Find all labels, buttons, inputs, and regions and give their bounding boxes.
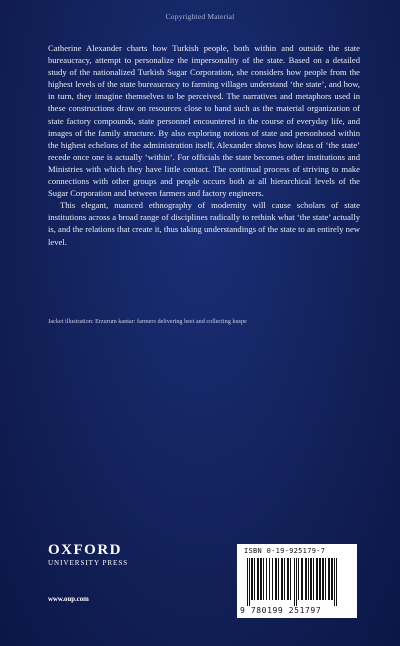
publisher-logo: [48, 542, 128, 568]
barcode-bar: [275, 558, 277, 600]
barcode-bar: [278, 558, 279, 600]
barcode-bars: [247, 558, 351, 606]
barcode-bar: [249, 558, 250, 606]
blurb-paragraph-1: Catherine Alexander charts how Turkish people, both within and outside the state bureaucracy, attempt to personalize the impersonality of the state. Based on a detailed study of the nationalized Turkish Sugar Corporation, she considers how people from the highest levels of the state bureaucracy to farming villages understand ‘the state’, and how, in turn, they imagine themselves to be perceived. The narratives and metaphors used in these constructions draw on resources close to hand such as the material organization of state factory compounds, state personnel encountered in the course of everyday life, and images of the family structure. By also exploring notions of state and personhood within the highest echelons of the administration itself, Alexander shows how ideas of ‘the state’ recede once one is actually ‘within’. For officials the state becomes other institutions and Ministries with which they have little contact. The continual process of striving to make connections with other groups and people occurs both at all hierarchical levels of the Sugar Corporation and between farmers and factory engineers.: [48, 43, 360, 199]
barcode-bar: [284, 558, 285, 600]
barcode-bar: [334, 558, 335, 606]
barcode-bar: [305, 558, 307, 600]
barcode-bar: [296, 558, 297, 606]
barcode-bar: [308, 558, 309, 600]
barcode-bar: [328, 558, 330, 600]
barcode-bar: [290, 558, 291, 600]
barcode-bar: [310, 558, 312, 600]
barcode-bar: [266, 558, 267, 600]
barcode-bar: [294, 558, 295, 606]
barcode-bar: [313, 558, 314, 600]
publisher-website: www.oup.com: [48, 596, 89, 603]
barcode-bar: [247, 558, 248, 606]
barcode-bar: [319, 558, 321, 600]
barcode-bar: [325, 558, 326, 600]
jacket-illustration-credit: Jacket illustration: Erzurum kantar: farmers delivering beet and collecting kuspe: [48, 318, 247, 325]
publisher-subname: UNIVERSITY PRESS: [48, 559, 129, 567]
barcode-bar: [272, 558, 273, 600]
publisher-name: OXFORD: [48, 542, 122, 558]
barcode-bar: [263, 558, 264, 600]
barcode-bar: [301, 558, 303, 600]
barcode-bar: [316, 558, 318, 600]
blurb-paragraph-2: This elegant, nuanced ethnography of modernity will cause scholars of state institutions across a broad range of disciplines radically to rethink what ‘the state’ actually is, and the relations that create it, thus taking understandings of the state to an entirely new level.: [48, 200, 360, 247]
barcode-bar: [260, 558, 262, 600]
barcode-bar: [254, 558, 255, 600]
barcode-bar: [281, 558, 283, 600]
barcode-bar: [269, 558, 270, 600]
isbn-label: ISBN 0-19-925179-7: [244, 547, 326, 555]
barcode-bar: [251, 558, 253, 600]
copyright-notice: Copyrighted Material: [165, 12, 235, 21]
barcode-bar: [331, 558, 333, 600]
barcode-bar: [298, 558, 299, 600]
barcode-bar: [257, 558, 259, 600]
barcode-bar: [322, 558, 324, 600]
barcode-bar: [336, 558, 337, 606]
back-cover-blurb: [48, 42, 360, 248]
isbn-barcode: [237, 544, 357, 618]
ean-digits: 9 780199 251797: [240, 606, 322, 615]
barcode-bar: [287, 558, 289, 600]
